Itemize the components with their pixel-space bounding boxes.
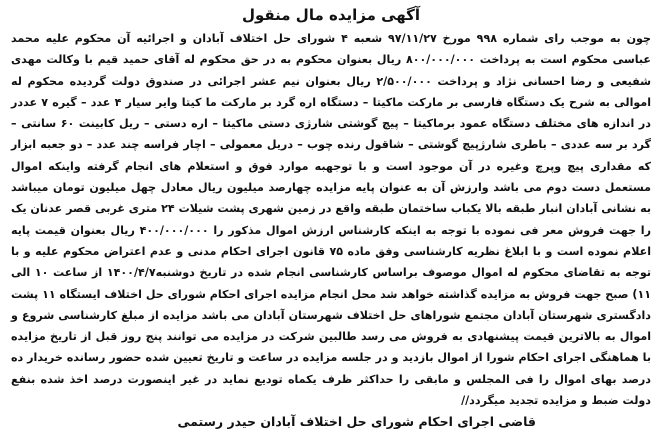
notice-body: چون به موجب رای شماره ۹۹۸ مورخ ۹۷/۱۱/۲۷ شعبه ۴ شورای حل اختلاف آبادان و اجرائیه آن محکوم علیه محمد عباسی محکوم است به پرداخت ۸۰۰/۰۰۰/۰۰۰ ریال بعنوان محکوم به در حق محکوم له آقای حمید قیم با وکالت مهدی شفیعی و رضا احسانی نژاد و پرداخت ۲/۵۰۰/۰۰۰ ریال بعنوان نیم عشر اجرائی در صندوق دولت گردیده محکوم له اموالی به شرح یک دستگاه فارسی بر مارکت ماکیتا – دستگاه اره گرد بر مارکت ما کیتا وایر سیار ۴ عدد – گیره ۷ عددر در اندازه های مختلف دستگاه عمود برماکیتا – پیچ گوشتی شارژی دستی ماکیتا – اره دستی – ریل کابینت ۶۰ سانتی – گرد بر سه عددی – باطری شارژپیچ گوشتی – شاقول رنده چوب – دریل معمولی – اچار فراسه چند عدد – دو جعبه ابزار که مقداری پیچ وپرچ وغیره در آن موجود است و با توجهبه موارد فوق و استعلام های انجام گرفته واینکه اموال مستعمل دست دوم می باشد وارزش آن به عنوان پایه مزایده چهارصد میلیون ریال معادل چهل میلیون تومان میباشد به نشانی آبادان انبار طبقه بالا یکباب ساختمان طبقه واقع در زمین شهری پشت شیلات ۲۴ متری غربی قصر عدنان یک را جهت فروش معر فی نموده با توجه به اینکه کارشناس ارزش اموال مذکور را ۴۰۰/۰۰۰/۰۰۰ ریال بعنوان قیمت پایه اعلام نموده است و با ابلاغ نظریه کارشناسی وفق ماده ۷۵ قانون اجرای احکام مدنی و عدم اعتراض محکوم علیه و با توجه به تقاضای محکوم له اموال موصوف براساس کارشناسی انجام شده در تاریخ دوشنبه۱۴۰۰/۴/۷ از ساعت ۱۰ الی ۱۱) صبح جهت فروش به مزایده گذاشته خواهد شد محل انجام مزایده اجرای احکام شورای حل اختلاف ایستگاه ۱۱ پشت دادگستری شهرستان آبادان مجتمع شوراهای حل اختلاف شهرستان آبادان می باشد مزایده از مبلغ کارشناسی شروع و اموال به بالاترین قیمت پیشنهادی به فروش می رسد طالبین شرکت در مزایده می توانند پنج روز قبل از تاریخ مزایده با هماهنگی اجرای احکام شورا از اموال بازدید و در جلسه مزایده در ساعت و تاریخ تعیین شده حضور رسانده خریدار ده درصد بهای اموال را فی المجلس و مابقی را حداکثر ظرف یکماه تودیع نماید در غیر اینصورت درصد اخذ شده بنفع دولت ضبط و مزایده تجدید میگردد// bbox=[11, 32, 652, 408]
notice-signature: قاضی اجرای احکام شورای حل اختلاف آبادان حیدر رستمی bbox=[177, 414, 536, 430]
notice-title: آگهی مزایده مال منقول bbox=[241, 6, 421, 24]
